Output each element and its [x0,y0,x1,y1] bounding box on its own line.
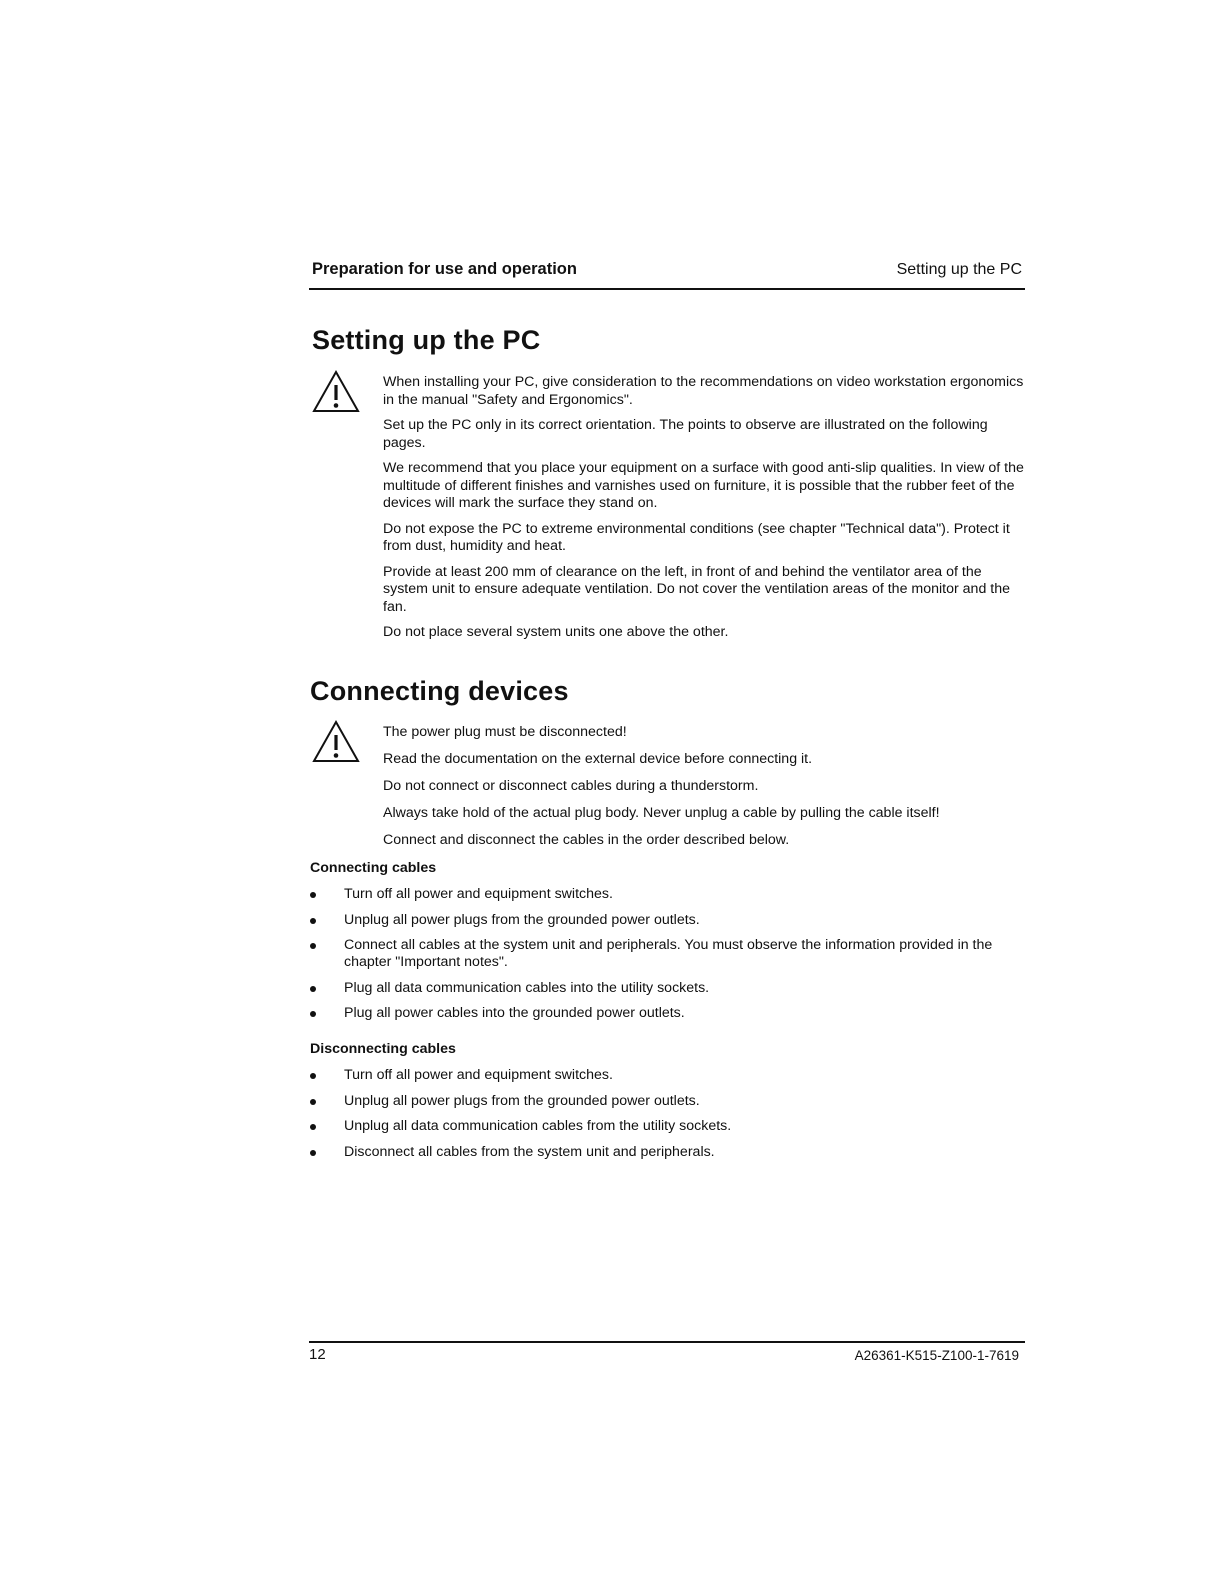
list-item [308,980,1008,997]
setup-paragraph: Provide at least 200 mm of clearance on the left, in front of and behind the ventilator area of the system unit to ensure adequate ventilation. Do not cover the ventilation areas of the monitor and the fan. [383,563,1010,615]
disconnecting-cables-list [308,1067,1008,1169]
step-text: Turn off all power and equipment switches. [344,886,613,902]
header-topic: Setting up the PC [896,261,1022,278]
page-number: 12 [309,1346,326,1363]
setup-text [383,374,1028,650]
header-section-title: Preparation for use and operation [312,260,577,278]
connect-warning-line: Read the documentation on the external device before connecting it. [383,751,813,767]
step-text: Unplug all power plugs from the grounded power outlets. [344,911,700,928]
connecting-cables-list [308,886,1008,1031]
connect-warning-line: Do not connect or disconnect cables during a thunderstorm. [383,778,759,794]
list-item [308,1067,1008,1084]
list-item [308,937,1008,971]
warning-triangle-icon [311,719,361,764]
list-item [308,1005,1008,1022]
setup-paragraph: When installing your PC, give consideration to the recommendations on video workstation ergonomics in the manual "Safety and Ergonomics". [383,374,1024,408]
bullet-icon [310,986,316,992]
setup-paragraph: We recommend that you place your equipment on a surface with good anti-slip qualities. In view of the multitude of different finishes and varnishes used on furniture, it is possible that the rubber feet of the devices will mark the surface they stand on. [383,460,1024,511]
list-item [308,1144,1008,1161]
list-item [308,1118,1008,1135]
step-text: Disconnect all cables from the system unit and peripherals. [344,1143,715,1160]
bullet-icon [310,1099,316,1105]
bullet-icon [310,1073,316,1079]
bullet-icon [310,943,316,949]
list-item [308,886,1008,903]
step-text: Unplug all power plugs from the grounded power outlets. [344,1092,700,1109]
bullet-icon [310,1124,316,1130]
bullet-icon [310,918,316,924]
connect-warning-line: Connect and disconnect the cables in the order described below. [383,832,790,848]
step-text: Turn off all power and equipment switches. [344,1067,613,1083]
bullet-icon [310,892,316,898]
warning-triangle-icon [311,369,361,414]
connect-warning-line: The power plug must be disconnected! [383,724,627,740]
connecting-devices-heading: Connecting devices [310,676,569,706]
list-item [308,1093,1008,1110]
step-text: Unplug all data communication cables from the utility sockets. [344,1118,732,1134]
setup-paragraph: Do not place several system units one above the other. [383,624,729,640]
page-header [309,258,1025,290]
step-text: Plug all data communication cables into the utility sockets. [344,979,710,996]
connecting-cables-subheading: Connecting cables [310,860,437,876]
bullet-icon [310,1150,316,1156]
setup-heading: Setting up the PC [312,325,541,355]
document-id: A26361-K515-Z100-1-7619 [854,1348,1019,1363]
list-item [308,912,1008,929]
step-text: Plug all power cables into the grounded power outlets. [344,1005,685,1021]
setup-paragraph: Do not expose the PC to extreme environmental conditions (see chapter "Technical data"). Protect it from dust, humidity and heat. [383,520,1010,554]
setup-paragraph: Set up the PC only in its correct orientation. The points to observe are illustrated on the following pages. [383,417,988,451]
bullet-icon [310,1011,316,1017]
connect-warning-line: Always take hold of the actual plug body. Never unplug a cable by pulling the cable itself! [383,805,940,821]
step-text: Connect all cables at the system unit and peripherals. You must observe the information provided in the chapter "Important notes". [344,937,993,970]
disconnecting-cables-subheading: Disconnecting cables [310,1041,456,1057]
connect-warnings [383,724,1028,859]
footer-divider [309,1341,1025,1343]
